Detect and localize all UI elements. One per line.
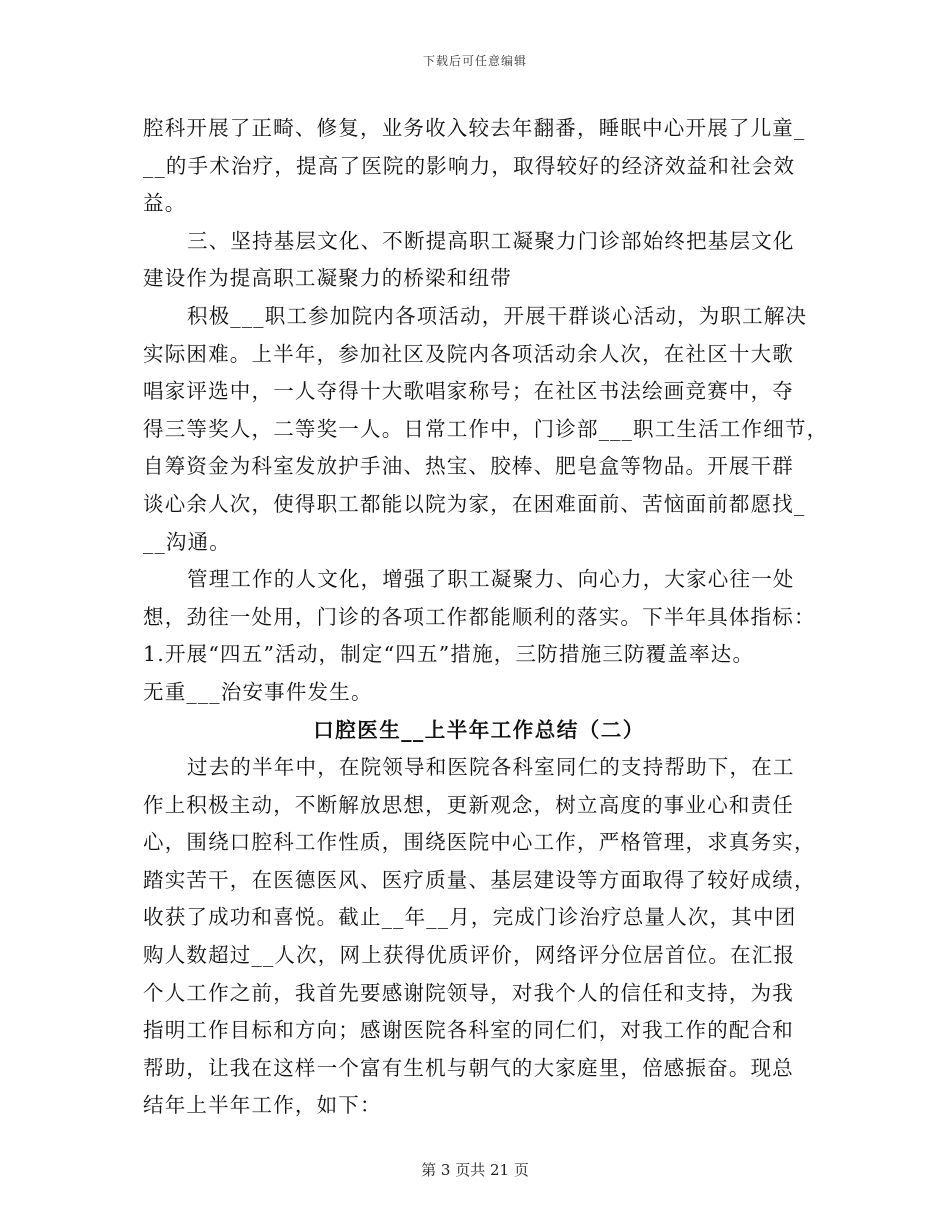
text-line: 益。 [143, 191, 187, 216]
text-line: 心，围绕口腔科工作性质，围绕医院中心工作，严格管理，求真务实， [143, 830, 816, 855]
page-header: 下载后可任意编辑 [422, 54, 527, 68]
text-line: 购人数超过__人次，网上获得优质评价，网络评分位居首位。在汇报 [143, 943, 796, 968]
text-line: 唱家评选中，一人夺得十大歌唱家称号；在社区书法绘画竞赛中，夺 [143, 379, 794, 404]
section-title: 口腔医生__上半年工作总结（二） [313, 717, 645, 742]
text-line: 指明工作目标和方向；感谢医院各科室的同仁们，对我工作的配合和 [143, 1018, 794, 1043]
paragraph-first-line: 管理工作的人文化，增强了职工凝聚力、向心力，大家心往一处 [187, 567, 795, 592]
text-line: 腔科开展了正畸、修复，业务收入较去年翻番，睡眠中心开展了儿童_ [143, 116, 806, 140]
text-line: 帮助，让我在这样一个富有生机与朝气的大家庭里，倍感振奋。现总 [143, 1055, 794, 1080]
text-line: 自筹资金为科室发放护手油、热宝、胶棒、肥皂盒等物品。开展干群 [143, 454, 794, 479]
paragraph-first-line: 过去的半年中，在院领导和医院各科室同仁的支持帮助下，在工 [187, 755, 795, 780]
text-line: __的手术治疗，提高了医院的影响力，取得较好的经济效益和社会效 [143, 153, 796, 178]
page-footer: 第 3 页共 21 页 [421, 1161, 529, 1179]
text-line: 踏实苦干，在医德医风、医疗质量、基层建设等方面取得了较好成绩， [143, 867, 816, 892]
text-line: 个人工作之前，我首先要感谢院领导，对我个人的信任和支持，为我 [143, 980, 794, 1005]
text-line: __沟通。 [143, 529, 231, 554]
text-line: 作上积极主动，不断解放思想，更新观念，树立高度的事业心和责任 [143, 792, 794, 817]
text-line: 结年上半年工作，如下： [143, 1093, 382, 1118]
section-heading-line: 三、坚持基层文化、不断提高职工凝聚力门诊部始终把基层文化 [187, 228, 795, 253]
text-line: 得三等奖人，二等奖一人。日常工作中，门诊部___职工生活工作细节， [143, 416, 829, 441]
text-line: 1.开展“四五”活动，制定“四五”措施，三防措施三防覆盖率达。 [143, 642, 755, 667]
text-line: 谈心余人次，使得职工都能以院为家，在困难面前、苦恼面前都愿找_ [143, 491, 806, 516]
paragraph-first-line: 积极___职工参加院内各项活动，开展干群谈心活动，为职工解决 [187, 303, 808, 328]
document-body [143, 110, 829, 1125]
text-line: 想，劲往一处用，门诊的各项工作都能顺利的落实。下半年具体指标： [143, 604, 816, 629]
text-line: 无重___治安事件发生。 [143, 679, 373, 704]
text-line: 收获了成功和喜悦。截止__年__月，完成门诊治疗总量人次，其中团 [143, 905, 797, 930]
text-line: 建设作为提高职工凝聚力的桥梁和纽带 [143, 266, 512, 291]
text-line: 实际困难。上半年，参加社区及院内各项活动余人次，在社区十大歌 [143, 341, 794, 366]
